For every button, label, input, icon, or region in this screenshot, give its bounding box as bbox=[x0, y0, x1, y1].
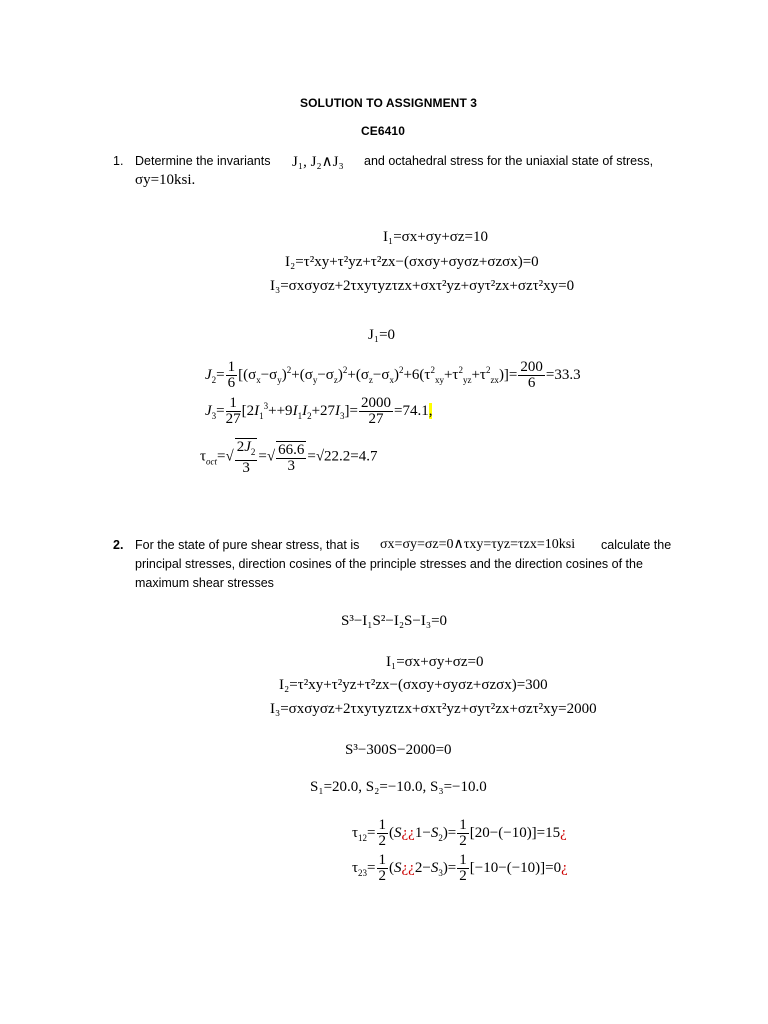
q2-eq-tau12: $\tau_{12}=$ $\frac{1}{2}$ $(S¿¿1-S_2)=$ $\frac{1}{2}$ [20−(−10)]=15¿ bbox=[352, 817, 567, 849]
oct-fraction-b: $\frac{66.6}{3}$ bbox=[278, 441, 305, 474]
j3-result-fraction: $\frac{2000}{27}$ bbox=[361, 395, 391, 427]
q1-eq-j3: $J_3=$ $\frac{1}{27}$ $[2I_1^3++9I_1I_2+27I_3]=$ $\frac{2000}{27}$ =74.1, bbox=[205, 395, 433, 427]
highlighted-comma: , bbox=[428, 402, 433, 419]
error-mark: ¿ bbox=[401, 824, 409, 841]
q1-eq-i3: I₃=σxσyσz+2τxyτyzτzx+σxτ²yz+σyτ²zx+σzτ²xy=0 bbox=[270, 278, 575, 294]
q1-number: 1. bbox=[113, 154, 124, 168]
oct-result: =√22.2=4.7 bbox=[307, 448, 378, 465]
q1-invariants: J₁, J₂∧J₃ bbox=[292, 154, 344, 170]
error-mark: ¿ bbox=[560, 824, 567, 841]
q2-eq-cubic: S³−300S−2000=0 bbox=[345, 742, 452, 758]
j3-coef-fraction: $\frac{1}{27}$ bbox=[225, 395, 241, 427]
document-title: SOLUTION TO ASSIGNMENT 3 bbox=[300, 96, 478, 110]
error-mark: ¿ bbox=[408, 859, 415, 876]
q2-line1-b: calculate the bbox=[601, 538, 672, 552]
q2-line1-a: For the state of pure shear stress, that is bbox=[135, 538, 360, 552]
q1-eq-j2: $J_2=$ $\frac{1}{6}$ $[(\sigma_x-\sigma_y)^2+(\sigma_y-\sigma_z)^2+(\sigma_z-\sigma_x)^2+6(\tau^2_{xy}+\tau^2_{yz}+\tau^2_{zx})]=$ $\frac{200}{6}$ =33.3 bbox=[205, 359, 581, 391]
error-mark: ¿ bbox=[408, 824, 415, 841]
tau23-half-a: $\frac{1}{2}$ bbox=[378, 852, 386, 884]
q1-eq-i2: I₂=τ²xy+τ²yz+τ²zx−(σxσy+σyσz+σzσx)=0 bbox=[285, 254, 539, 270]
q1-eq-tau-oct: $\tau_{oct}=√$ $\frac{2J_2}{3}$ =√ $\frac{66.6}{3}$ =√22.2=4.7 bbox=[200, 439, 378, 476]
q2-line2: principal stresses, direction cosines of the principle stresses and the direction cosines of the bbox=[135, 557, 643, 571]
error-mark: ¿ bbox=[401, 859, 409, 876]
tau12-result: [20−(−10)]=15 bbox=[469, 824, 561, 841]
q1-text-c: σy=10ksi. bbox=[135, 172, 196, 188]
q2-line3: maximum shear stresses bbox=[135, 576, 274, 590]
j2-result-fraction: $\frac{200}{6}$ bbox=[520, 359, 543, 391]
q2-eq-i3: I₃=σxσyσz+2τxyτyzτzx+σxτ²yz+σyτ²zx+σzτ²xy=2000 bbox=[270, 701, 597, 717]
j2-result: =33.3 bbox=[545, 366, 581, 383]
tau23-result: [−10−(−10)]=0 bbox=[469, 859, 562, 876]
q2-line1-eq: σx=σy=σz=0∧τxy=τyz=τzx=10ksi bbox=[380, 537, 576, 552]
tau12-half-b: $\frac{1}{2}$ bbox=[459, 817, 467, 849]
q2-eq-i1: I₁=σx+σy+σz=0 bbox=[386, 654, 484, 670]
j2-coef-fraction: $\frac{1}{6}$ bbox=[227, 359, 236, 391]
q2-eq-tau23: $\tau_{23}=$ $\frac{1}{2}$ $(S¿¿2-S_3)=$ $\frac{1}{2}$ [−10−(−10)]=0¿ bbox=[352, 852, 568, 884]
error-mark: ¿ bbox=[561, 859, 568, 876]
q1-eq-j1: J₁=0 bbox=[368, 327, 396, 343]
q1-text-a: Determine the invariants bbox=[135, 154, 271, 168]
q2-eq-roots: S₁=20.0, S₂=−10.0, S₃=−10.0 bbox=[310, 779, 487, 795]
tau12-half-a: $\frac{1}{2}$ bbox=[378, 817, 386, 849]
q2-eq-characteristic: S³−I₁S²−I₂S−I₃=0 bbox=[341, 613, 448, 629]
q2-eq-i2: I₂=τ²xy+τ²yz+τ²zx−(σxσy+σyσz+σzσx)=300 bbox=[279, 677, 548, 693]
q1-eq-i1: I₁=σx+σy+σz=10 bbox=[383, 229, 488, 245]
oct-fraction-a: $\frac{2J_2}{3}$ bbox=[236, 439, 256, 476]
j3-result: =74.1 bbox=[394, 402, 429, 419]
q1-text-b: and octahedral stress for the uniaxial state of stress, bbox=[364, 154, 654, 168]
q2-number: 2. bbox=[113, 538, 124, 552]
course-code: CE6410 bbox=[361, 124, 405, 138]
tau23-half-b: $\frac{1}{2}$ bbox=[459, 852, 467, 884]
